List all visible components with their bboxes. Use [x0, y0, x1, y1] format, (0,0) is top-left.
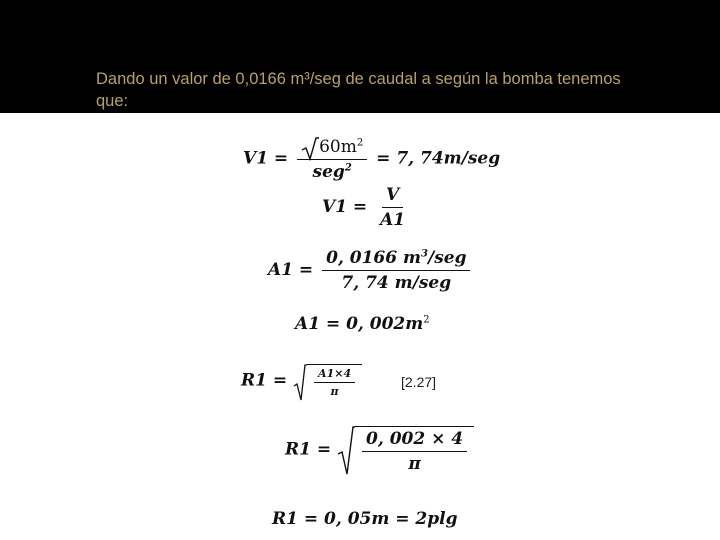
sqrt-sign-icon — [337, 426, 355, 476]
equation-reference: [2.27] — [401, 374, 437, 390]
eq5-denominator: π — [330, 385, 339, 398]
equation-r1-formula — [241, 364, 362, 398]
eq3-lhs: A1 = — [268, 260, 314, 280]
header-text: Dando un valor de 0,0166 m³/seg de caudal a según la bomba tenemos que: — [96, 70, 621, 110]
eq5-radicand — [307, 364, 362, 398]
eq6-numerator: 0, 002 × 4 — [362, 429, 467, 452]
equation-a1-fraction — [268, 248, 473, 293]
eq2-numerator: V — [382, 185, 403, 208]
sqrt-sign-icon — [293, 364, 307, 402]
eq1-sqrt — [301, 137, 363, 157]
eq5-sqrt — [293, 364, 362, 398]
eq5-lhs: R1 = — [241, 370, 288, 391]
eq5-numerator: A1×4 — [314, 367, 355, 383]
eq3-fraction — [322, 248, 470, 293]
equation-v1-sqrt — [243, 136, 500, 182]
eq6-lhs: R1 = — [285, 439, 332, 460]
eq2-fraction — [376, 185, 409, 230]
sqrt-sign-icon — [301, 137, 319, 161]
eq6-sqrt — [337, 426, 474, 474]
eq1-denominator: seg$^2$ — [312, 161, 352, 182]
equation-r1-substituted — [285, 426, 474, 474]
eq6-denominator: π — [408, 454, 421, 474]
eq3-denominator: 7, 74 m/seg — [341, 273, 452, 293]
equation-v1-ratio — [322, 185, 412, 230]
equation-r1-result: R1 = 0, 05m = 2plg — [272, 509, 458, 529]
slide-header-band — [0, 0, 720, 113]
eq5-fraction — [314, 367, 355, 398]
eq1-radicand: $60m^2$ — [319, 136, 364, 157]
eq6-fraction — [362, 429, 467, 474]
equation-a1-result: A1 = 0, $002m^2$ — [295, 314, 430, 334]
eq1-fraction — [297, 136, 367, 182]
eq2-denominator: A1 — [380, 210, 406, 230]
eq1-lhs: V1 = — [243, 148, 289, 169]
eq3-numerator: 0, 0166 $m^3$/seg — [322, 248, 470, 271]
eq1-numerator — [297, 136, 367, 160]
eq6-radicand — [355, 426, 474, 474]
eq1-rhs: = 7, 74m/seg — [376, 148, 501, 169]
eq2-lhs: V1 = — [322, 197, 368, 217]
